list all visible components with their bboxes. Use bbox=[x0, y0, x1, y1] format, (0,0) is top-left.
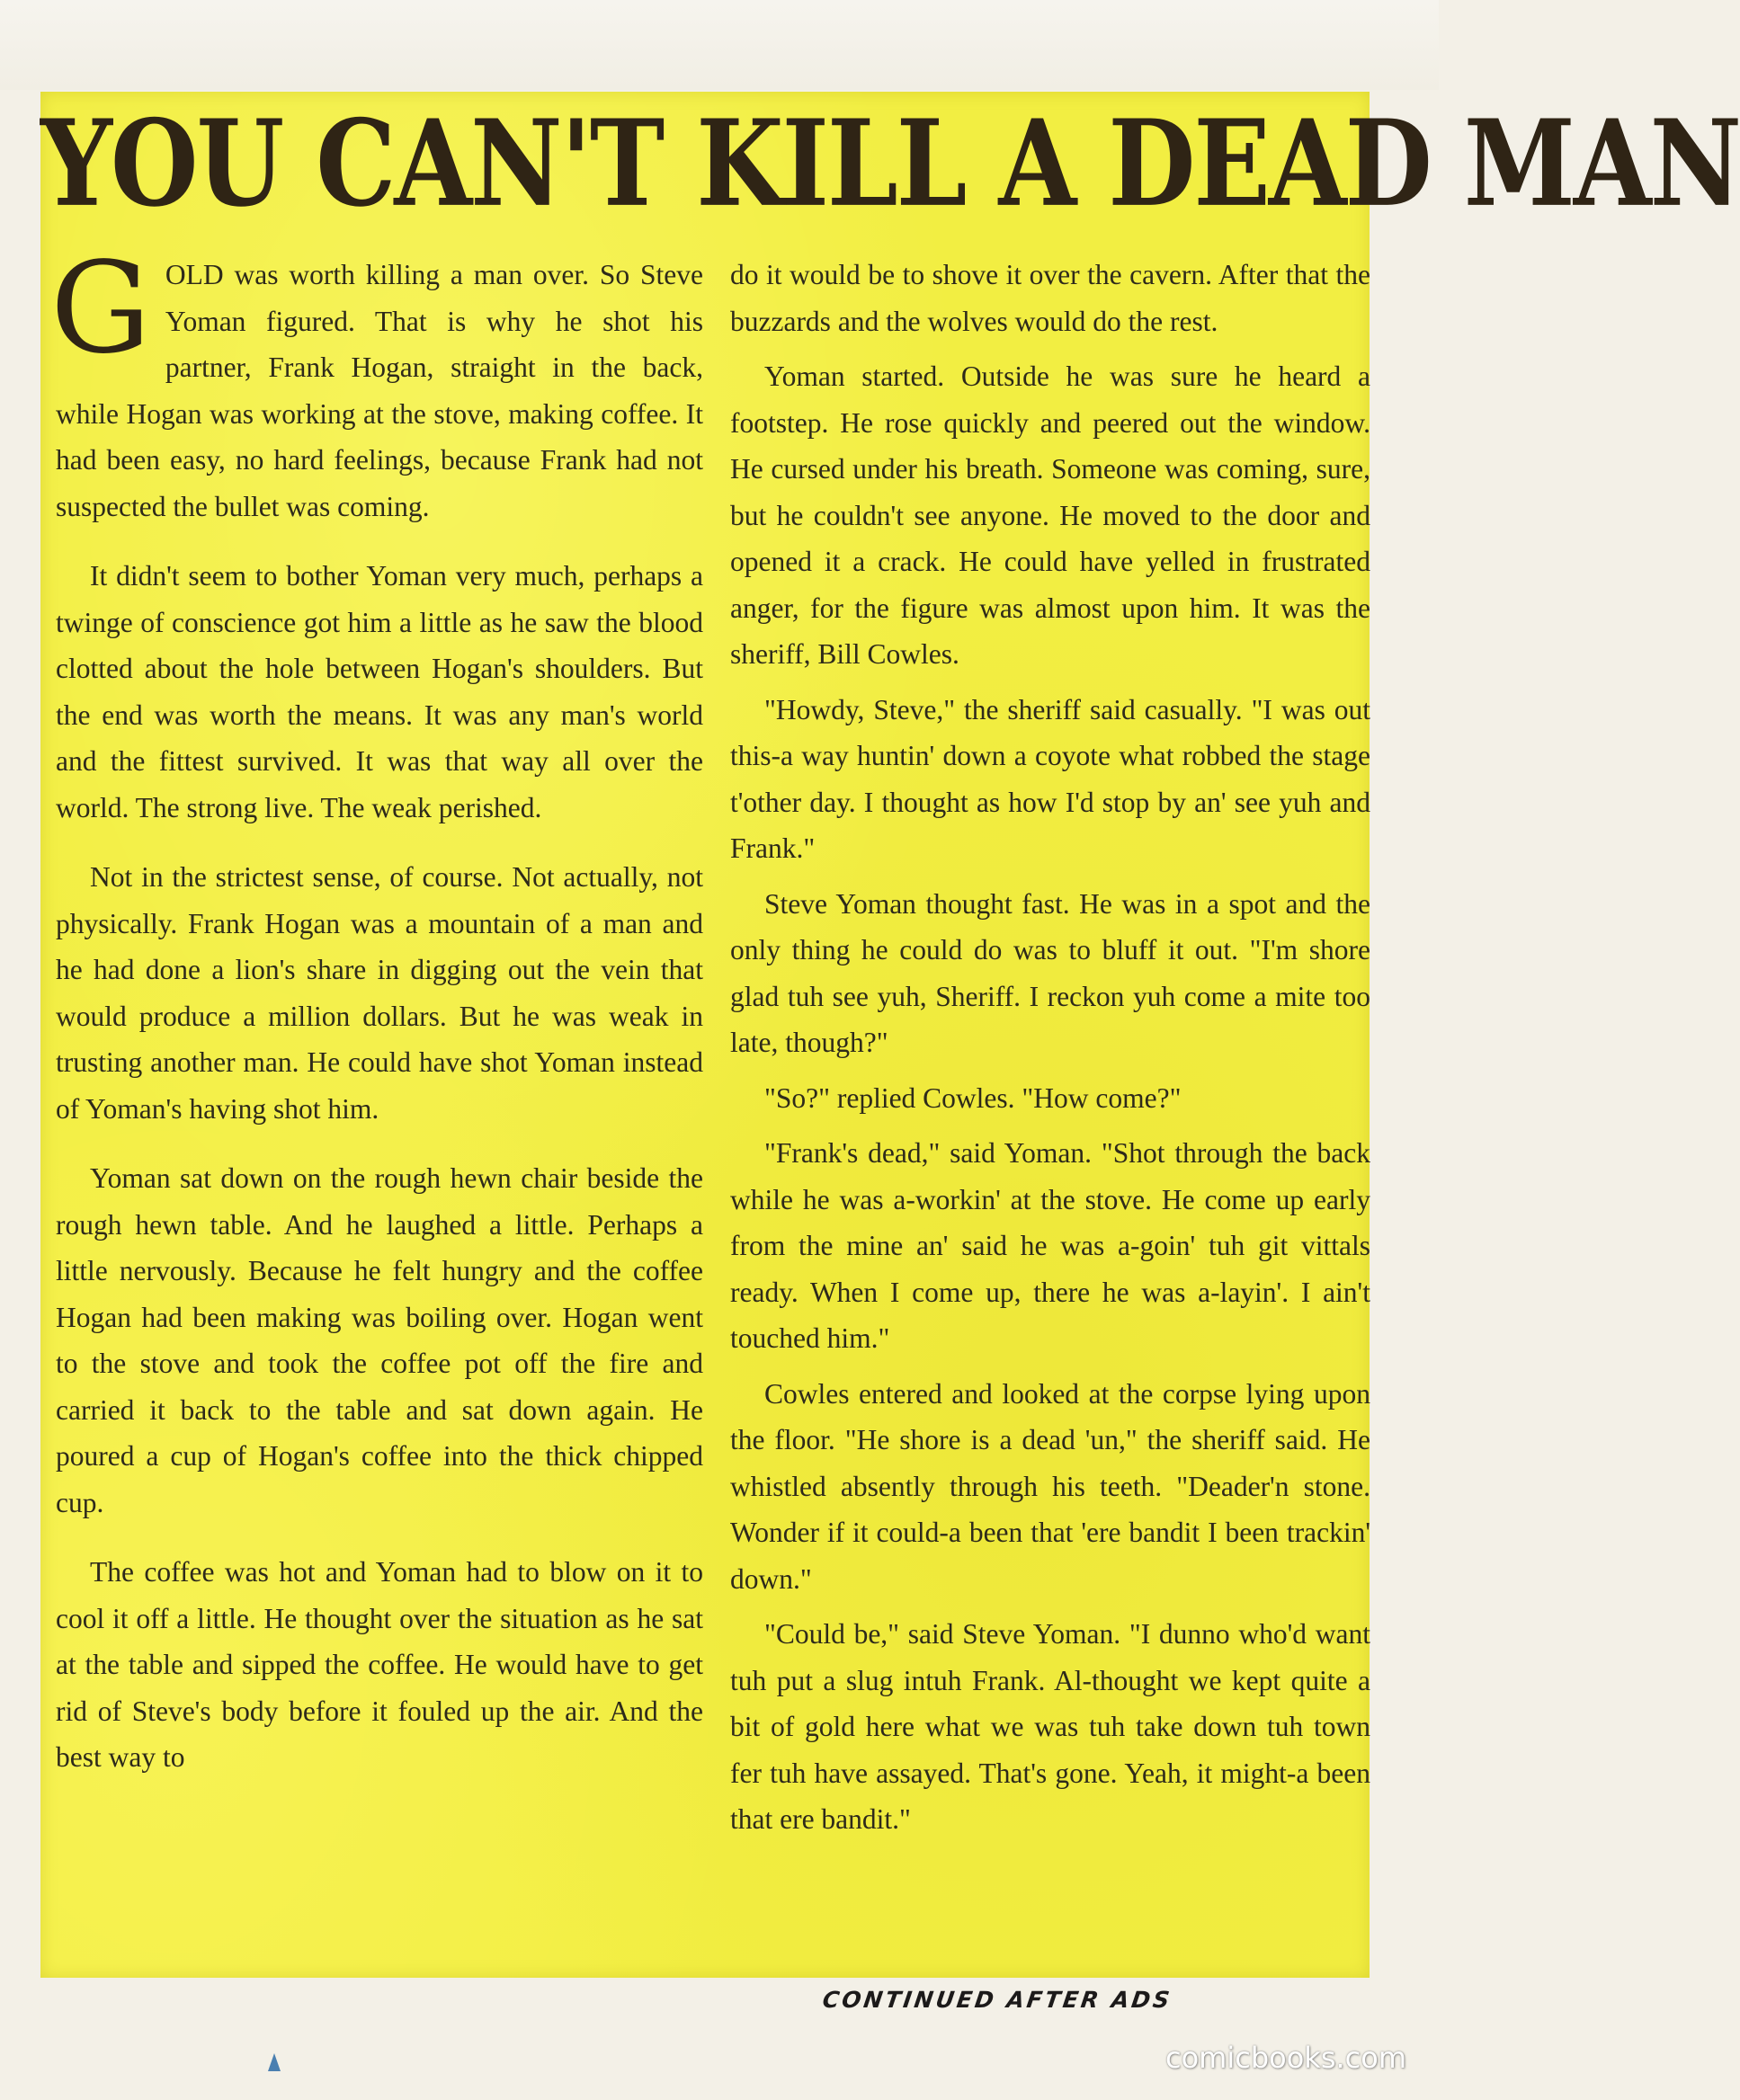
right-column bbox=[730, 252, 1370, 1852]
paragraph-1 bbox=[50, 236, 703, 529]
paragraph-2: It didn't seem to bother Yoman very much, perhaps a twinge of conscience got him a little as he saw the blood clotted about the hole between Hogan's shoulders. But the end was worth the means. It was any man's world and the fittest survived. It was that way all over the world. The strong live. The weak perished. bbox=[56, 560, 703, 823]
paragraph-6: Yoman started. Outside he was sure he heard a footstep. He rose quickly and peered out the window. He cursed under his breath. Someone was coming, sure, but he couldn't see anyone. He moved to the door and opened it a crack. He could have yelled in frustrated anger, for the figure was almost upon him. It was the sheriff, Bill Cowles. bbox=[730, 360, 1370, 670]
paragraph-12: "Could be," said Steve Yoman. "I dunno who'd want tuh put a slug intuh Frank. Al-thought we kept quite a bit of gold here what we was tuh take down tuh town fer tuh have assayed. That's gone. Yeah, it might-a been that ere bandit." bbox=[730, 1618, 1370, 1835]
paragraph-3: Not in the strictest sense, of course. Not actually, not physically. Frank Hogan was a mountain of a man and he had done a lion's share in digging out the vein that would produce a million dollars. But he was weak in trusting another man. He could have shot Yoman instead of Yoman's having shot him. bbox=[56, 861, 703, 1125]
paragraph-5: The coffee was hot and Yoman had to blow on it to cool it off a little. He thought over the situation as he sat at the table and sipped the coffee. He would have to get rid of Steve's body before it fouled up the air. And the best way to bbox=[56, 1556, 703, 1773]
paragraph-7: "Howdy, Steve," the sheriff said casually. "I was out this-a way huntin' down a coyote what robbed the stage t'other day. I thought as how I'd stop by an' see yuh and Frank." bbox=[730, 693, 1370, 864]
paragraph-11: Cowles entered and looked at the corpse lying upon the floor. "He shore is a dead 'un," the sheriff said. He whistled absently through his teeth. "Deader'n stone. Wonder if it could-a been that 'ere bandit I been trackin' down." bbox=[730, 1377, 1370, 1595]
story-headline: YOU CAN'T KILL A DEAD MAN bbox=[40, 94, 1740, 234]
paragraph-4: Yoman sat down on the rough hewn chair beside the rough hewn table. And he laughed a little. Perhaps a little nervously. Because he felt hungry and the coffee Hogan had been making was boiling over. Hogan went to the stove and took the coffee pot off the fire and carried it back to the table and sat down again. He poured a cup of Hogan's coffee into the thick chipped cup. bbox=[56, 1162, 703, 1518]
drop-cap: G bbox=[50, 236, 151, 382]
paragraph-8: Steve Yoman thought fast. He was in a spot and the only thing he could do was to bluff it out. "I'm shore glad tuh see yuh, Sheriff. I reckon yuh come a mite too late, though?" bbox=[730, 887, 1370, 1058]
paragraph-1-text: OLD was worth killing a man over. So Steve Yoman figured. That is why he shot his partner, Frank Hogan, straight in the back, while Hogan was working at the stove, making coffee. It had been easy, no hard feelings, because Frank had not suspected the bullet was coming. bbox=[56, 259, 703, 522]
page-top-margin bbox=[0, 0, 1439, 90]
paragraph-9: "So?" replied Cowles. "How come?" bbox=[764, 1081, 1182, 1114]
continued-note: CONTINUED AFTER ADS bbox=[820, 1987, 1174, 2013]
left-column bbox=[50, 236, 703, 1804]
paragraph-continuation: do it would be to shove it over the cavern. After that the buzzards and the wolves would do the rest. bbox=[730, 259, 1370, 337]
paragraph-10: "Frank's dead," said Yoman. "Shot through the back while he was a-workin' at the stove. He come up early from the mine an' said he was a-goin' tuh git vittals ready. When I come up, there he was a-layin'. I ain't touched him." bbox=[730, 1137, 1370, 1354]
site-watermark: comicbooks.com bbox=[1164, 2041, 1406, 2075]
print-registration-mark bbox=[268, 2053, 281, 2071]
